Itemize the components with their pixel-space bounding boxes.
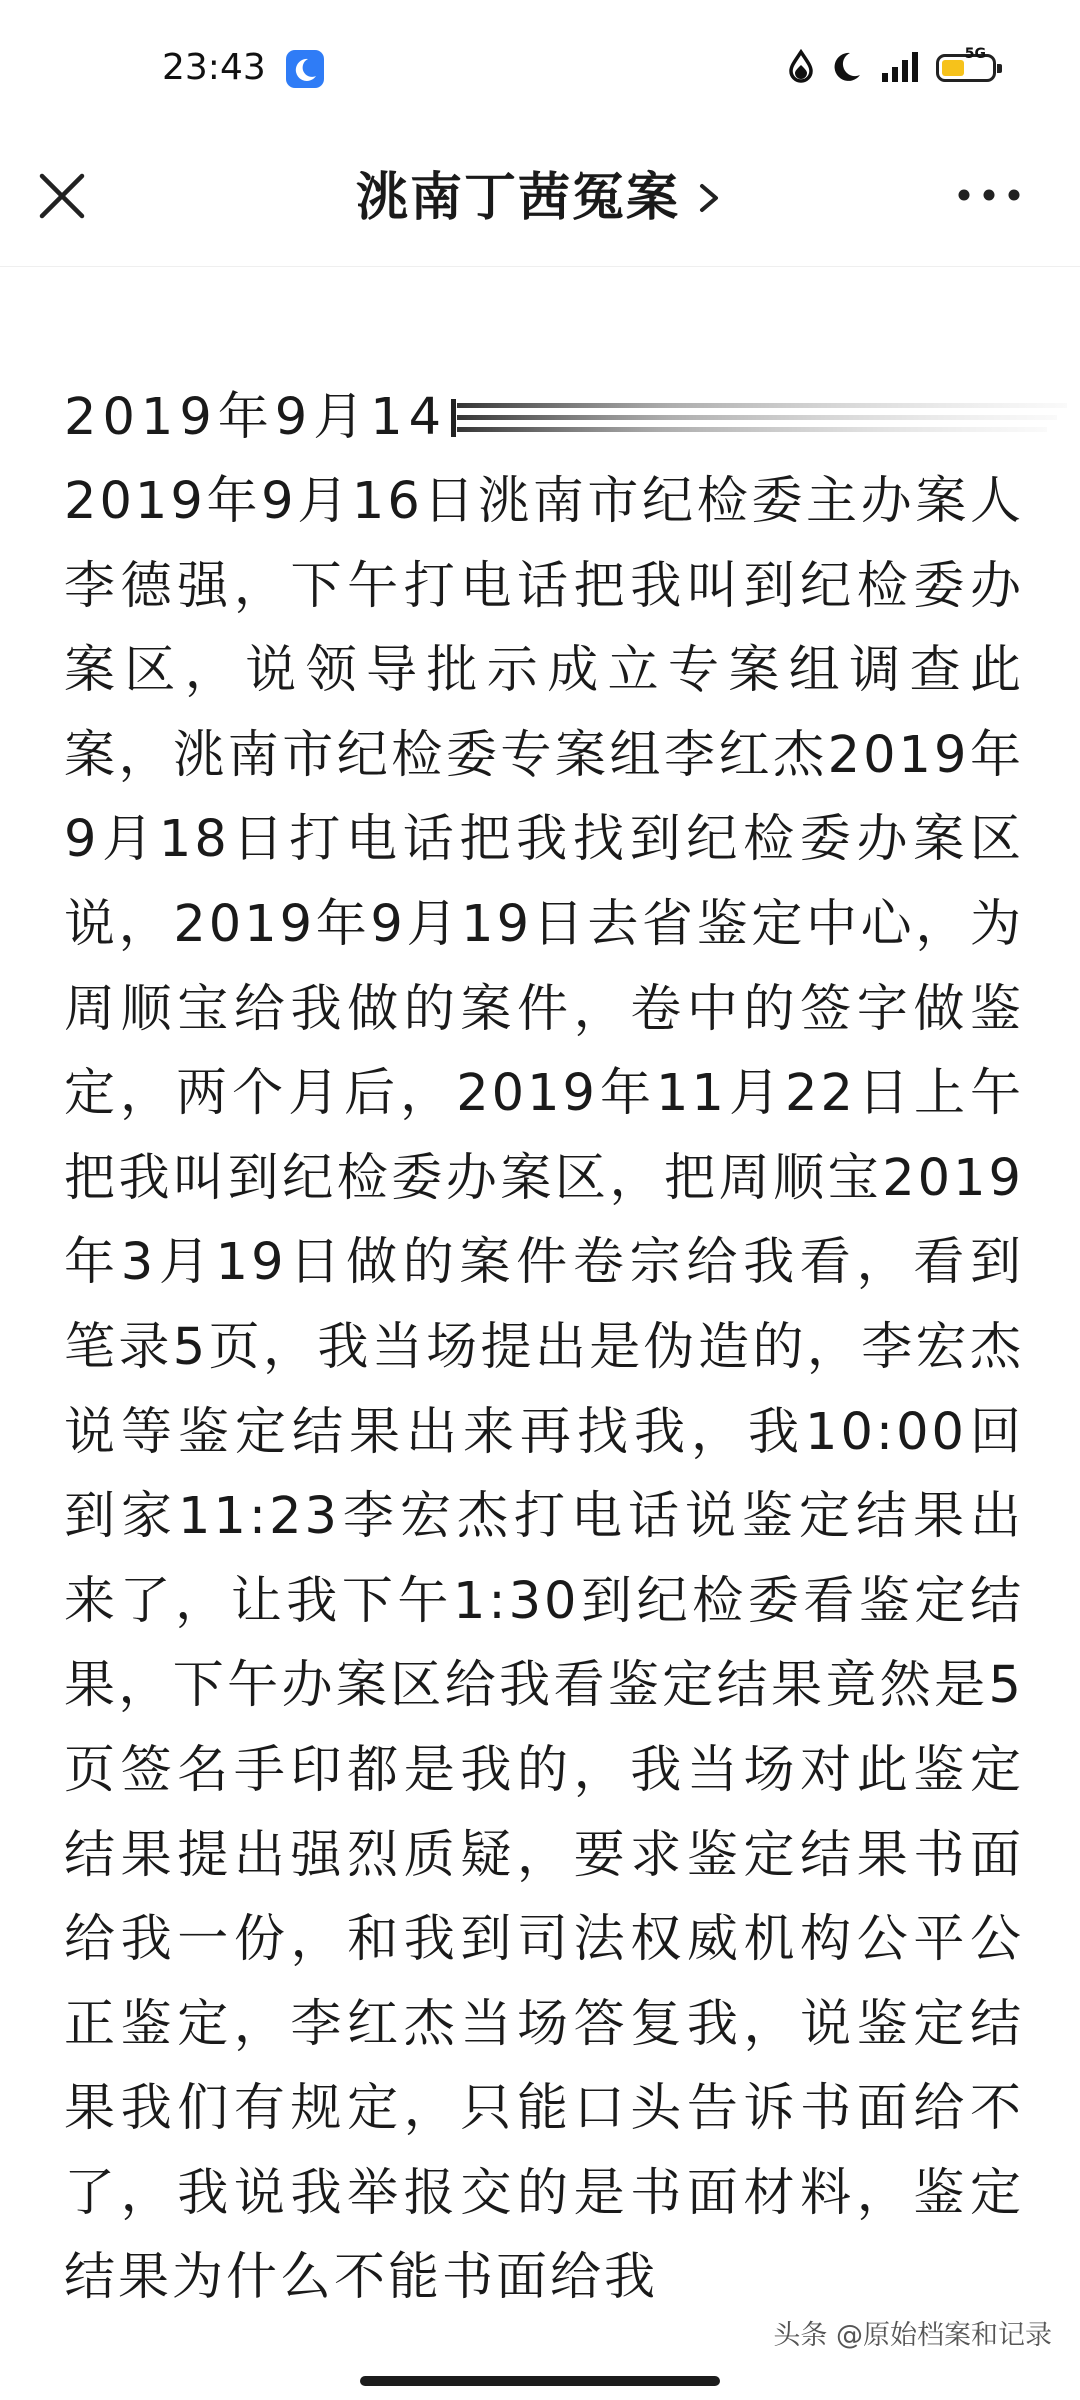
signal-drop-icon (788, 49, 814, 87)
battery-fill (942, 60, 964, 76)
chevron-right-icon (694, 178, 724, 218)
more-button[interactable] (954, 180, 1024, 210)
app-notification-icon (286, 50, 324, 88)
title-bar (0, 140, 1080, 267)
date-line (64, 376, 1071, 460)
more-icon (954, 180, 1024, 210)
home-indicator[interactable] (360, 2376, 720, 2386)
status-time: 23:43 (162, 47, 266, 88)
date-text: 2019年9月14 (64, 388, 448, 447)
network-label: 5G (964, 46, 986, 62)
article-content[interactable] (0, 266, 1080, 2400)
source-watermark: 头条 @原始档案和记录 (767, 2311, 1058, 2354)
moon-icon (830, 49, 864, 87)
title-link[interactable] (0, 170, 1080, 226)
page-title: 洮南丁茜冤案 (355, 168, 680, 228)
article-body: 2019年9月16日洮南市纪检委主办案人李德强，下午打电话把我叫到纪检委办案区，说领导批示成立专案组调查此案，洮南市纪检委专案组李红杰2019年9月18日打电话把我找到纪检委办案区说，2019年9月19日去省鉴定中心，为周顺宝给我做的案件，卷中的签字做鉴定，两个月后，2019年11月22日上午把我叫到纪检委办案区，把周顺宝2019年3月19日做的案件卷宗给我看，看到笔录5页，我当场提出是伪造的，李宏杰说等鉴定结果出来再找我，我10:00回到家11:23李宏杰打电话说鉴定结果出来了，让我下午1:30到纪检委看鉴定结果，下午办案区给我看鉴定结果竟然是5页签名手印都是我的，我当场对此鉴定结果提出强烈质疑，要求鉴定结果书面给我一份，和我到司法权威机构公平公正鉴定，李红杰当场答复我，说鉴定结果我们有规定，只能口头告诉书面给不了，我说我举报交的是书面材料，鉴定结果为什么不能书面给我 (64, 472, 1024, 2308)
cellular-signal-icon (880, 49, 920, 87)
obscured-text-strip (451, 395, 1071, 441)
status-bar (0, 0, 1080, 140)
